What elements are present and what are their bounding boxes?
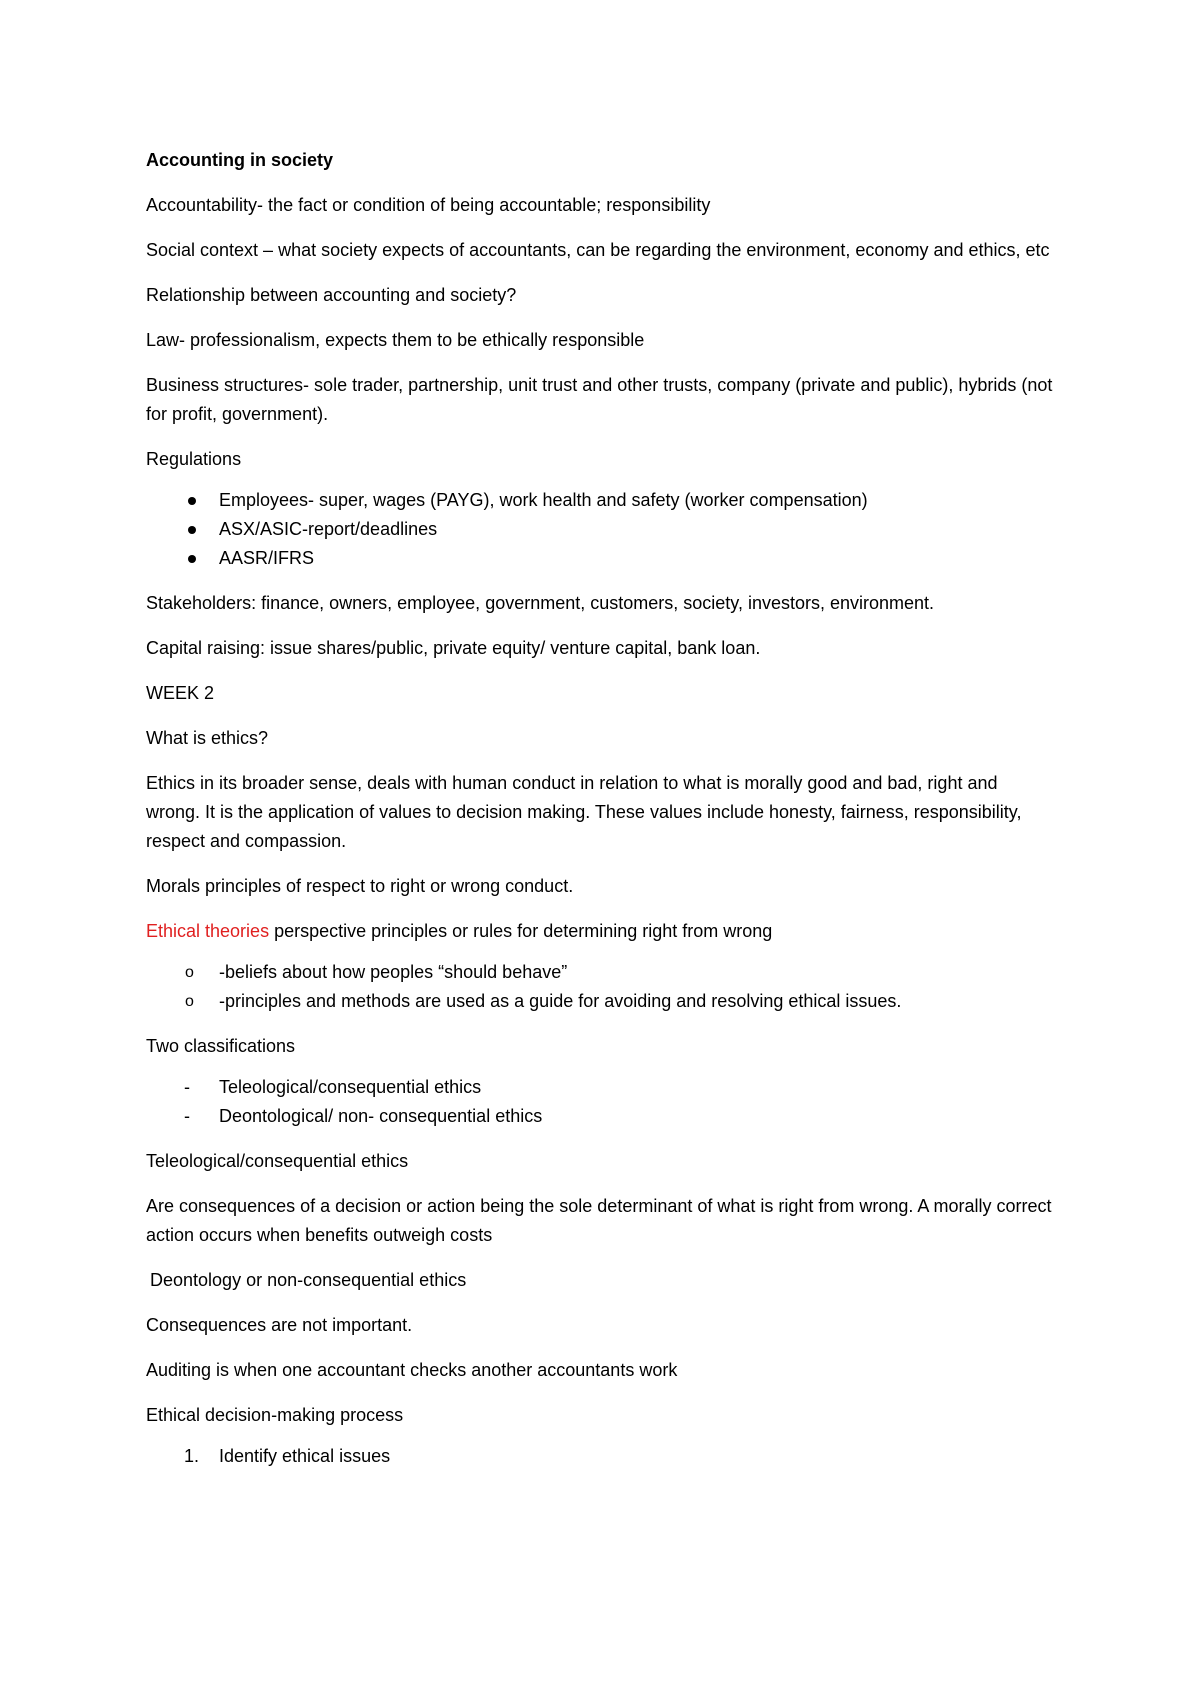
paragraph-consequences-not-important: Consequences are not important.	[146, 1315, 413, 1335]
decision-process-list	[146, 1442, 1056, 1471]
list-item	[146, 515, 1056, 544]
paragraph-teleological: Teleological/consequential ethics	[146, 1151, 409, 1171]
paragraph-stakeholders: Stakeholders: finance, owners, employee, government, customers, society, investors, environment.	[146, 593, 935, 613]
list-item	[146, 1073, 1056, 1102]
list-item	[146, 544, 1056, 573]
list-item	[146, 958, 1056, 987]
list-item	[146, 987, 1056, 1016]
page-title: Accounting in society	[146, 150, 334, 170]
paragraph-ethics-broader: Ethics in its broader sense, deals with human conduct in relation to what is morally good and bad, right and wrong. It is the application of values to decision making. These values include honesty, fairness, responsibility, respect and compassion.	[146, 773, 1022, 851]
paragraph-accountability: Accountability- the fact or condition of being accountable; responsibility	[146, 195, 711, 215]
list-item	[146, 486, 1056, 515]
ethical-theories-term: Ethical theories	[146, 921, 270, 941]
paragraph-decision-process: Ethical decision-making process	[146, 1405, 404, 1425]
dash-bullet-icon: -	[184, 1106, 190, 1126]
ethical-theories-definition: perspective principles or rules for determining right from wrong	[269, 921, 773, 941]
list-item-text: Teleological/consequential ethics	[219, 1077, 482, 1097]
circle-bullet-icon: o	[185, 964, 194, 981]
list-item-text: Employees- super, wages (PAYG), work health and safety (worker compensation)	[219, 490, 868, 510]
list-item-text: ASX/ASIC-report/deadlines	[219, 519, 438, 539]
ethical-theories-list	[146, 958, 1056, 1016]
list-item-text: Identify ethical issues	[219, 1446, 391, 1466]
bullet-icon	[188, 497, 196, 505]
paragraph-ethical-theories	[146, 917, 1056, 946]
dash-bullet-icon: -	[184, 1077, 190, 1097]
regulations-list	[146, 486, 1056, 573]
list-number: 1.	[184, 1446, 200, 1466]
paragraph-auditing: Auditing is when one accountant checks another accountants work	[146, 1360, 678, 1380]
paragraph-capital-raising: Capital raising: issue shares/public, private equity/ venture capital, bank loan.	[146, 638, 761, 658]
bullet-icon	[188, 555, 196, 563]
list-item	[146, 1102, 1056, 1131]
paragraph-social-context: Social context – what society expects of accountants, can be regarding the environment, economy and ethics, etc	[146, 240, 1050, 260]
paragraph-what-is-ethics: What is ethics?	[146, 728, 269, 748]
paragraph-relationship: Relationship between accounting and society?	[146, 285, 517, 305]
paragraph-deontology: Deontology or non-consequential ethics	[150, 1270, 467, 1290]
paragraph-regulations: Regulations	[146, 449, 242, 469]
list-item-text: -principles and methods are used as a guide for avoiding and resolving ethical issues.	[219, 991, 902, 1011]
circle-bullet-icon: o	[185, 993, 194, 1010]
paragraph-consequences-decision: Are consequences of a decision or action being the sole determinant of what is right from wrong. A morally correct action occurs when benefits outweigh costs	[146, 1196, 1052, 1245]
list-item-text: AASR/IFRS	[219, 548, 315, 568]
bullet-icon	[188, 526, 196, 534]
classifications-list	[146, 1073, 1056, 1131]
list-item-text: -beliefs about how peoples “should behave”	[219, 962, 568, 982]
list-item	[146, 1442, 1056, 1471]
list-item-text: Deontological/ non- consequential ethics	[219, 1106, 543, 1126]
paragraph-business-structures: Business structures- sole trader, partnership, unit trust and other trusts, company (private and public), hybrids (not for profit, government).	[146, 375, 1053, 424]
heading-week-2: WEEK 2	[146, 683, 215, 703]
paragraph-law: Law- professionalism, expects them to be ethically responsible	[146, 330, 645, 350]
paragraph-two-classifications: Two classifications	[146, 1036, 296, 1056]
document-page	[146, 146, 1056, 1487]
paragraph-morals: Morals principles of respect to right or wrong conduct.	[146, 876, 574, 896]
